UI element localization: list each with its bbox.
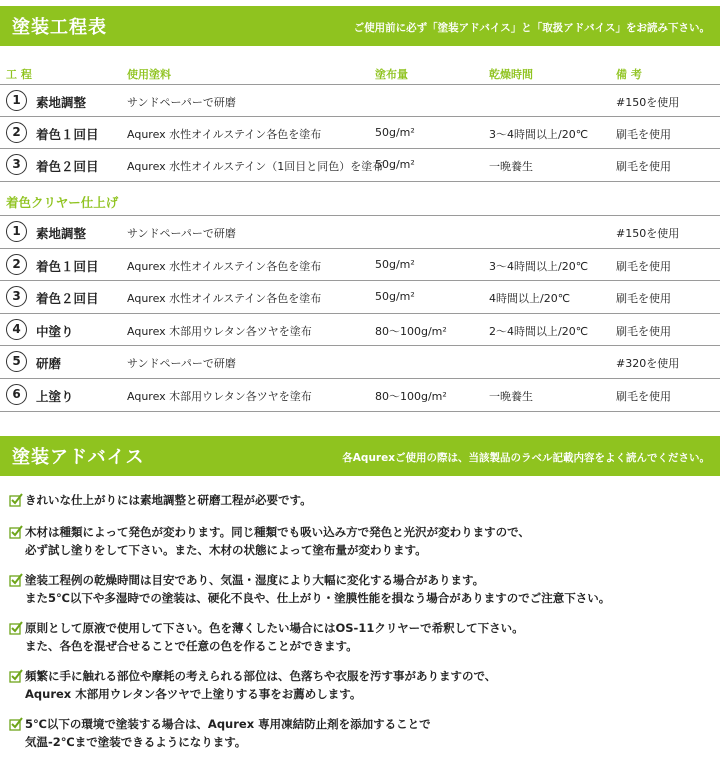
step-name: 研磨 xyxy=(36,356,62,372)
advice-title: 塗装アドバイス xyxy=(12,447,145,468)
amount-cell: 80～100g/m² xyxy=(375,390,447,403)
process-table-title: 塗装工程表 xyxy=(12,17,107,38)
advice-text xyxy=(25,571,610,607)
advice-line: また、各色を混ぜ合せることで任意の色を作ることができます。 xyxy=(25,639,358,653)
column-header-paint: 使用塗料 xyxy=(127,68,171,81)
table-row xyxy=(0,280,720,313)
step-name: 素地調整 xyxy=(36,95,87,110)
advice-text xyxy=(25,491,312,509)
step-name: 素地調整 xyxy=(36,226,87,241)
paint-cell: Aqurex 水性オイルステイン各色を塗布 xyxy=(127,128,322,141)
table-row xyxy=(0,345,720,378)
paint-cell: Aqurex 木部用ウレタン各ツヤを塗布 xyxy=(127,324,312,338)
dry-time-cell: 4時間以上/20℃ xyxy=(489,292,571,306)
table-row xyxy=(0,148,720,182)
dry-time-cell: 3～4時間以上/20℃ xyxy=(489,259,589,273)
step-name: 着色１回目 xyxy=(36,258,99,274)
checkbox-check-icon xyxy=(9,573,23,587)
checkbox-check-icon xyxy=(9,493,23,507)
dry-time-cell: 2～4時間以上/20℃ xyxy=(489,324,589,338)
amount-cell: 80～100g/m² xyxy=(375,324,447,338)
process-table-note: ご使用前に必ず「塗装アドバイス」と「取扱アドバイス」をお読み下さい。 xyxy=(353,22,710,34)
dry-time-cell: 一晩養生 xyxy=(489,390,533,403)
advice-line: Aqurex 木部用ウレタン各ツヤで上塗りする事をお薦めします。 xyxy=(25,687,362,701)
step-name: 着色１回目 xyxy=(36,127,99,142)
advice-line: きれいな仕上がりには素地調整と研磨工程が必要です。 xyxy=(25,493,312,507)
step-number: 3 xyxy=(6,286,27,307)
process-table-header-band xyxy=(0,6,720,46)
step-number: 1 xyxy=(6,221,27,242)
amount-cell: 50g/m² xyxy=(375,126,415,139)
note-cell: #320を使用 xyxy=(616,357,680,371)
paint-cell: サンドペーパーで研磨 xyxy=(127,227,236,240)
step-number: 6 xyxy=(6,384,27,405)
note-cell: 刷毛を使用 xyxy=(616,259,671,273)
column-header-dry: 乾燥時間 xyxy=(489,68,533,81)
advice-line: 気温-2℃まで塗装できるようになります。 xyxy=(25,735,247,749)
table-row xyxy=(0,313,720,346)
advice-header-band xyxy=(0,436,720,476)
advice-text xyxy=(25,619,524,655)
paint-cell: サンドペーパーで研磨 xyxy=(127,96,236,109)
step-number: 5 xyxy=(6,351,27,372)
advice-line: 塗装工程例の乾燥時間は目安であり、気温・湿度により大幅に変化する場合があります。 xyxy=(25,573,485,587)
advice-line: 5℃以下の環境で塗装する場合は、Aqurex 専用凍結防止剤を添加することで xyxy=(25,717,431,731)
table-row xyxy=(0,248,720,281)
step-name: 中塗り xyxy=(36,323,74,339)
note-cell: #150を使用 xyxy=(616,96,680,109)
note-cell: #150を使用 xyxy=(616,227,680,240)
table-row xyxy=(0,116,720,149)
column-header-process: 工 程 xyxy=(6,68,32,81)
step-name: 上塗り xyxy=(36,389,74,404)
note-cell: 刷毛を使用 xyxy=(616,324,671,338)
dry-time-cell: 3～4時間以上/20℃ xyxy=(489,128,589,141)
column-headers xyxy=(0,66,720,80)
table-row xyxy=(0,215,720,248)
step-number: 3 xyxy=(6,154,27,175)
amount-cell: 50g/m² xyxy=(375,158,415,171)
advice-text xyxy=(25,523,530,559)
step-number: 2 xyxy=(6,254,27,275)
table-row xyxy=(0,84,720,117)
column-header-amount: 塗布量 xyxy=(375,68,408,81)
step-number: 4 xyxy=(6,319,27,340)
advice-line: 頻繁に手に触れる部位や摩耗の考えられる部位は、色落ちや衣服を汚す事がありますので、 xyxy=(25,669,497,683)
advice-line: 原則として原液で使用して下さい。色を薄くしたい場合にはOS-11クリヤーで希釈して下さい。 xyxy=(25,621,524,635)
checkbox-check-icon xyxy=(9,717,23,731)
step-number: 2 xyxy=(6,122,27,143)
column-header-note: 備 考 xyxy=(616,68,642,81)
note-cell: 刷毛を使用 xyxy=(616,128,671,141)
checkbox-check-icon xyxy=(9,621,23,635)
section-2-title: 着色クリヤー仕上げ xyxy=(6,195,119,210)
checkbox-check-icon xyxy=(9,669,23,683)
paint-cell: Aqurex 水性オイルステイン（1回目と同色）を塗布 xyxy=(127,160,384,173)
step-name: 着色２回目 xyxy=(36,159,99,174)
amount-cell: 50g/m² xyxy=(375,257,415,271)
paint-cell: Aqurex 木部用ウレタン各ツヤを塗布 xyxy=(127,390,312,403)
dry-time-cell: 一晩養生 xyxy=(489,160,533,173)
advice-text xyxy=(25,667,496,703)
checkbox-check-icon xyxy=(9,525,23,539)
advice-note: 各Aqurexご使用の際は、当該製品のラベル記載内容をよく読んでください。 xyxy=(342,452,710,464)
step-number: 1 xyxy=(6,90,27,111)
paint-cell: Aqurex 水性オイルステイン各色を塗布 xyxy=(127,259,322,273)
advice-line: 必ず試し塗りをして下さい。また、木材の状態によって塗布量が変わります。 xyxy=(25,543,427,557)
note-cell: 刷毛を使用 xyxy=(616,160,671,173)
note-cell: 刷毛を使用 xyxy=(616,390,671,403)
advice-line: また5℃以下や多湿時での塗装は、硬化不良や、仕上がり・塗膜性能を損なう場合がありますのでご注意下さい。 xyxy=(25,591,611,605)
table-row xyxy=(0,378,720,412)
note-cell: 刷毛を使用 xyxy=(616,292,671,306)
advice-line: 木材は種類によって発色が変わります。同じ種類でも吸い込み方で発色と光沢が変わりますので、 xyxy=(25,525,530,539)
advice-text xyxy=(25,715,431,751)
step-name: 着色２回目 xyxy=(36,291,99,307)
paint-cell: サンドペーパーで研磨 xyxy=(127,357,236,371)
paint-cell: Aqurex 水性オイルステイン各色を塗布 xyxy=(127,292,322,306)
amount-cell: 50g/m² xyxy=(375,290,415,304)
